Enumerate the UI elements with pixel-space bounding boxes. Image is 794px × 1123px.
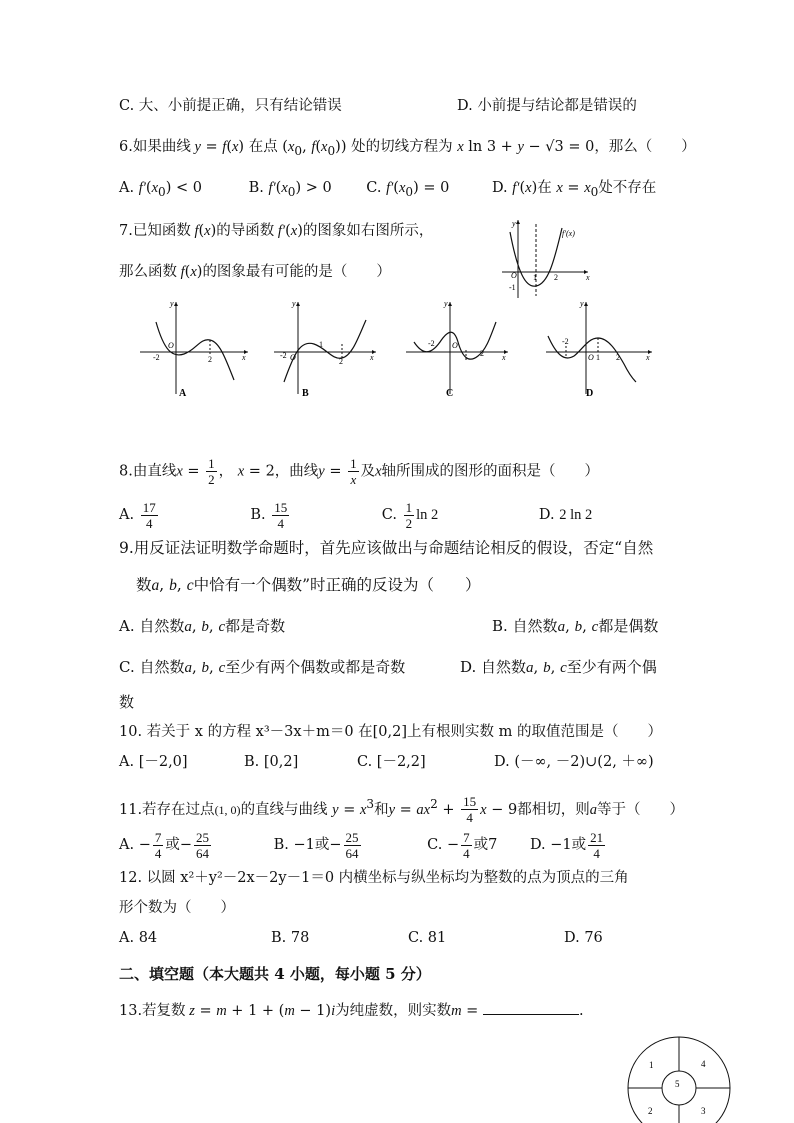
q10-stem: 10. 若关于 x 的方程 x³－3x＋m＝0 在[0,2]上有根则实数 m 的取值范围是（ ） [119,724,662,740]
q6-stem: 6.如果曲线 y = f(x) 在点 ($x_0$, $f(x_0)$) 处的切线方程为 x ln 3 + y − √3 = 0，那么（ ） [119,139,696,158]
graph-c-label: C [446,388,454,399]
svg-text:-1: -1 [509,283,516,292]
q9-option-b: B. 自然数a, b, c都是偶数 [492,617,659,635]
q8-stem: 8.由直线x = $\frac{1}{2}$ ， x = 2，曲线y = $\frac{1}{x}$ 及x轴所围成的图形的面积是（ ） [119,456,600,487]
q8-options: A. $\frac{17}{4}$ B. $\frac{15}{4}$ C. $\frac{1}{2}$ ln 2 D. 2 ln 2 [119,499,593,531]
svg-text:y: y [292,299,296,308]
svg-text:x: x [646,353,650,362]
region-label-4: 4 [701,1059,706,1069]
section-heading: 二、填空题（本大题共 4 小题，每小题 5 分） [119,965,431,983]
q10-option-d: D. (－∞, －2)∪(2, ＋∞) [494,754,654,770]
svg-text:2: 2 [339,357,343,366]
q7-line1: 7.已知函数 f(x)的导函数 f′(x)的图象如右图所示， [119,223,434,239]
svg-text:x: x [242,353,246,362]
region-label-1: 1 [649,1060,654,1070]
q12-option-b: B. 78 [271,930,310,946]
q12-option-c: C. 81 [408,930,447,946]
q12-option-d: D. 76 [564,930,603,946]
graph-b-label: B [302,388,309,399]
q7-option-graphs [136,294,656,406]
graph-b [274,299,376,399]
q13-stem: 13.若复数 z = m + 1 + (m − 1)i为纯虚数，则实数m = . [119,1000,584,1021]
svg-text:x: x [502,353,506,362]
q12-option-a: A. 84 [119,930,158,946]
q7-line2: 那么函数 f(x)的图象最有可能的是（ ） [119,264,391,280]
q11-stem: 11.若存在过点(1, 0)的直线与曲线 $y = x^3$和$y = ax^2$ + $\frac{15}{4}$ x − 9都相切，则a等于（ ） [119,794,684,826]
svg-text:y: y [170,299,174,308]
svg-text:y: y [580,299,584,308]
region-label-2: 2 [648,1106,653,1116]
graph-a-label: A [179,388,187,399]
graph-a [140,299,248,399]
q9-option-a: A. 自然数a, b, c都是奇数 [119,617,286,635]
q5-option-c: C. 大、小前提正确，只有结论错误 [119,98,342,114]
svg-text:-2: -2 [428,339,435,348]
q5-option-d: D. 小前提与结论都是错误的 [457,98,637,114]
svg-text:O: O [452,341,458,350]
q12-line1: 12. 以圆 x²＋y²－2x－2y－1＝0 内横坐标与纵坐标均为整数的点为顶点的三角 [119,870,629,886]
svg-text:1: 1 [596,353,600,362]
q11-options: A. − $\frac{7}{4}$ 或− $\frac{25}{64}$ B. −1或− $\frac{25}{64}$ C. − $\frac{7}{4}$ 或7 D. −1或 $\frac{21}{4}$ [119,829,604,861]
q9-option-c: C. 自然数a, b, c至少有两个偶数或都是奇数 [119,658,406,676]
region-label-3: 3 [701,1106,706,1116]
q10-option-c: C. [－2,2] [357,754,426,770]
q7-derivative-graph [496,214,596,300]
svg-text:-2: -2 [562,337,569,346]
answer-blank[interactable] [483,1000,579,1015]
svg-text:2: 2 [480,349,484,358]
svg-text:x: x [370,353,374,362]
svg-text:x: x [586,273,590,282]
q9-line2: 数a, b, c中恰有一个偶数”时正确的反设为（ ） [136,576,481,594]
svg-text:-2: -2 [153,353,160,362]
svg-text:2: 2 [208,355,212,364]
svg-text:1: 1 [533,273,537,282]
svg-text:2: 2 [616,353,620,362]
q10-option-a: A. [－2,0] [119,754,188,770]
circle-figure [624,1030,742,1123]
svg-text:O: O [168,341,174,350]
svg-text:1: 1 [319,340,323,349]
region-label-5: 5 [675,1079,680,1089]
graph-c [406,299,508,399]
svg-text:y: y [444,299,448,308]
q12-line2: 形个数为（ ） [119,900,235,916]
svg-text:O: O [290,353,296,362]
graph-d-label: D [586,388,594,399]
svg-text:2: 2 [554,273,558,282]
svg-text:O: O [511,271,517,280]
q7-fig-label: f′(x) [562,229,575,238]
q9-option-d: D. 自然数a, b, c至少有两个偶 [460,658,657,676]
svg-text:-2: -2 [280,351,287,360]
svg-text:O: O [588,353,594,362]
q9-line1: 9.用反证法证明数学命题时，首先应该做出与命题结论相反的假设，否定“自然 [119,539,654,557]
graph-d [546,299,652,399]
q9-option-d-wrap: 数 [119,693,135,711]
q6-options: A. $f'(x_0) < 0$ B. $f'(x_0) > 0$ C. $f'(x_0) = 0$ D. f′(x)在 $x = x_0$处不存在 [119,180,657,199]
svg-text:y: y [512,219,516,228]
q10-option-b: B. [0,2] [244,754,299,770]
